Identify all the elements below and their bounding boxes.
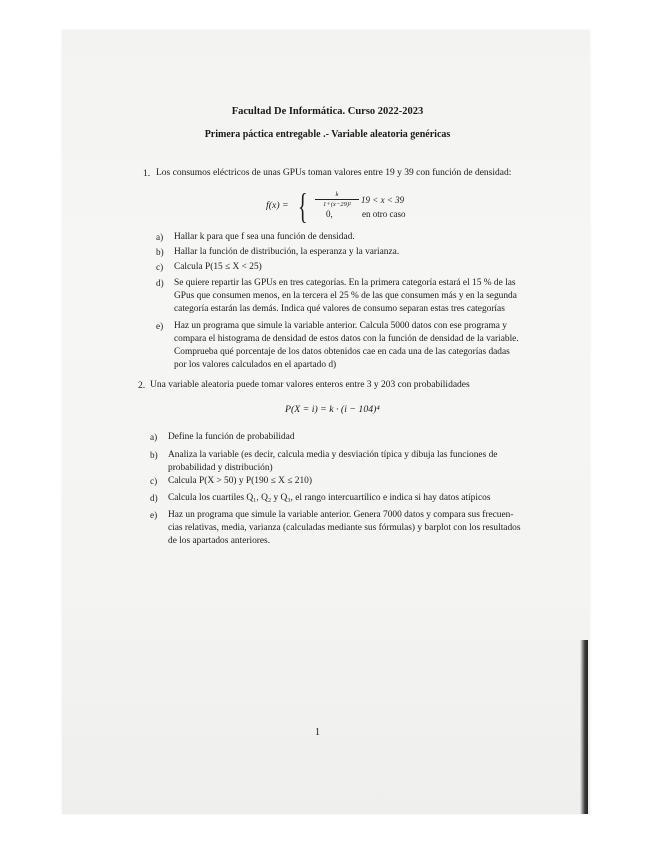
- fraction-bar: [315, 199, 359, 200]
- item-1b-line: Hallar la función de distribución, la esperanza y la varianza.: [174, 247, 400, 257]
- item-2e-line-3: de los apartados anteriores.: [168, 536, 271, 546]
- item-2d-line: Calcula los cuartiles Q₁, Q₂ y Q₃, el rango intercuartílico e indica si hay datos atípicos: [168, 493, 491, 503]
- item-1d-line-3: categoría estarán las demás. Indica qué valores de consumo separan estas tres categorías: [174, 304, 505, 314]
- item-1e-line-1: Haz un programa que simule la variable anterior. Calcula 5000 datos con ese programa y: [174, 321, 507, 331]
- page-edge-shadow: [580, 640, 588, 814]
- density-lhs: f(x) =: [266, 200, 289, 211]
- item-2e-label: e): [150, 510, 158, 520]
- item-1e-line-2: compara el histograma de densidad de estos datos con la función de densidad de la variable.: [174, 334, 519, 344]
- problem1-statement: Los consumos eléctricos de unas GPUs toman valores entre 19 y 39 con función de densidad:: [156, 168, 512, 178]
- case2-condition: en otro caso: [362, 209, 406, 219]
- item-2e-line-2: cias relativas, media, varianza (calculadas mediante sus fórmulas) y barplot con los resultados: [168, 523, 521, 533]
- density-fraction: [315, 191, 359, 208]
- item-1e-label: e): [156, 321, 164, 331]
- case2-value: 0,: [326, 209, 333, 219]
- problem2-number: 2.: [138, 380, 146, 391]
- problem1-number: 1.: [143, 168, 151, 179]
- item-1b-label: b): [156, 247, 164, 257]
- item-1d-line-2: GPus que consumen menos, en la tercera el 25 % de las que consumen más y en la segunda: [174, 291, 517, 301]
- item-2e-line-1: Haz un programa que simule la variable anterior. Genera 7000 datos y compara sus frecuen-: [168, 510, 514, 520]
- formula-brace: {: [298, 186, 308, 226]
- item-2d-label: d): [150, 493, 158, 503]
- item-2a-line: Define la función de probabilidad: [168, 432, 295, 442]
- case1-condition: 19 < x < 39: [361, 195, 405, 205]
- item-1c-label: c): [156, 262, 164, 272]
- item-2b-label: b): [150, 450, 158, 460]
- item-2a-label: a): [150, 432, 158, 442]
- fraction-numerator: k: [335, 191, 339, 198]
- header-faculty-line: Facultad De Informática. Curso 2022-2023: [231, 106, 424, 117]
- item-1a-label: a): [156, 232, 164, 242]
- problem2-statement: Una variable aleatoria puede tomar valores enteros entre 3 y 203 con probabilidades: [150, 380, 470, 390]
- probability-formula: P(X = i) = k · (i − 104)⁴: [285, 404, 380, 415]
- item-1d-line-1: Se quiere repartir las GPUs en tres categorías. En la primera categoría estará el 15 % de las: [174, 278, 516, 288]
- header-subtitle: Primera páctica entregable .- Variable aleatoria genéricas: [204, 129, 451, 140]
- item-2c-label: c): [150, 476, 158, 486]
- item-1e-line-3: Comprueba qué porcentaje de los datos obtenidos cae en cada una de las categorías dadas: [174, 347, 510, 357]
- item-1c-line: Calcula P(15 ≤ X < 25): [174, 262, 262, 272]
- item-1e-line-4: por los valores calculados en el apartado d): [174, 360, 337, 370]
- item-2c-line: Calcula P(X > 50) y P(190 ≤ X ≤ 210): [168, 476, 312, 486]
- item-2b-line-2: probabilidad y distribución): [168, 463, 273, 473]
- item-2b-line-1: Analiza la variable (es decir, calcula media y desviación típica y dibuja las funciones de: [168, 450, 498, 460]
- paper-sheet: [62, 30, 590, 814]
- page-number: 1: [315, 727, 320, 738]
- item-1d-label: d): [156, 278, 164, 288]
- item-1a-line: Hallar k para que f sea una función de densidad.: [174, 232, 355, 242]
- fraction-denominator: 1+(x−29)²: [322, 201, 352, 208]
